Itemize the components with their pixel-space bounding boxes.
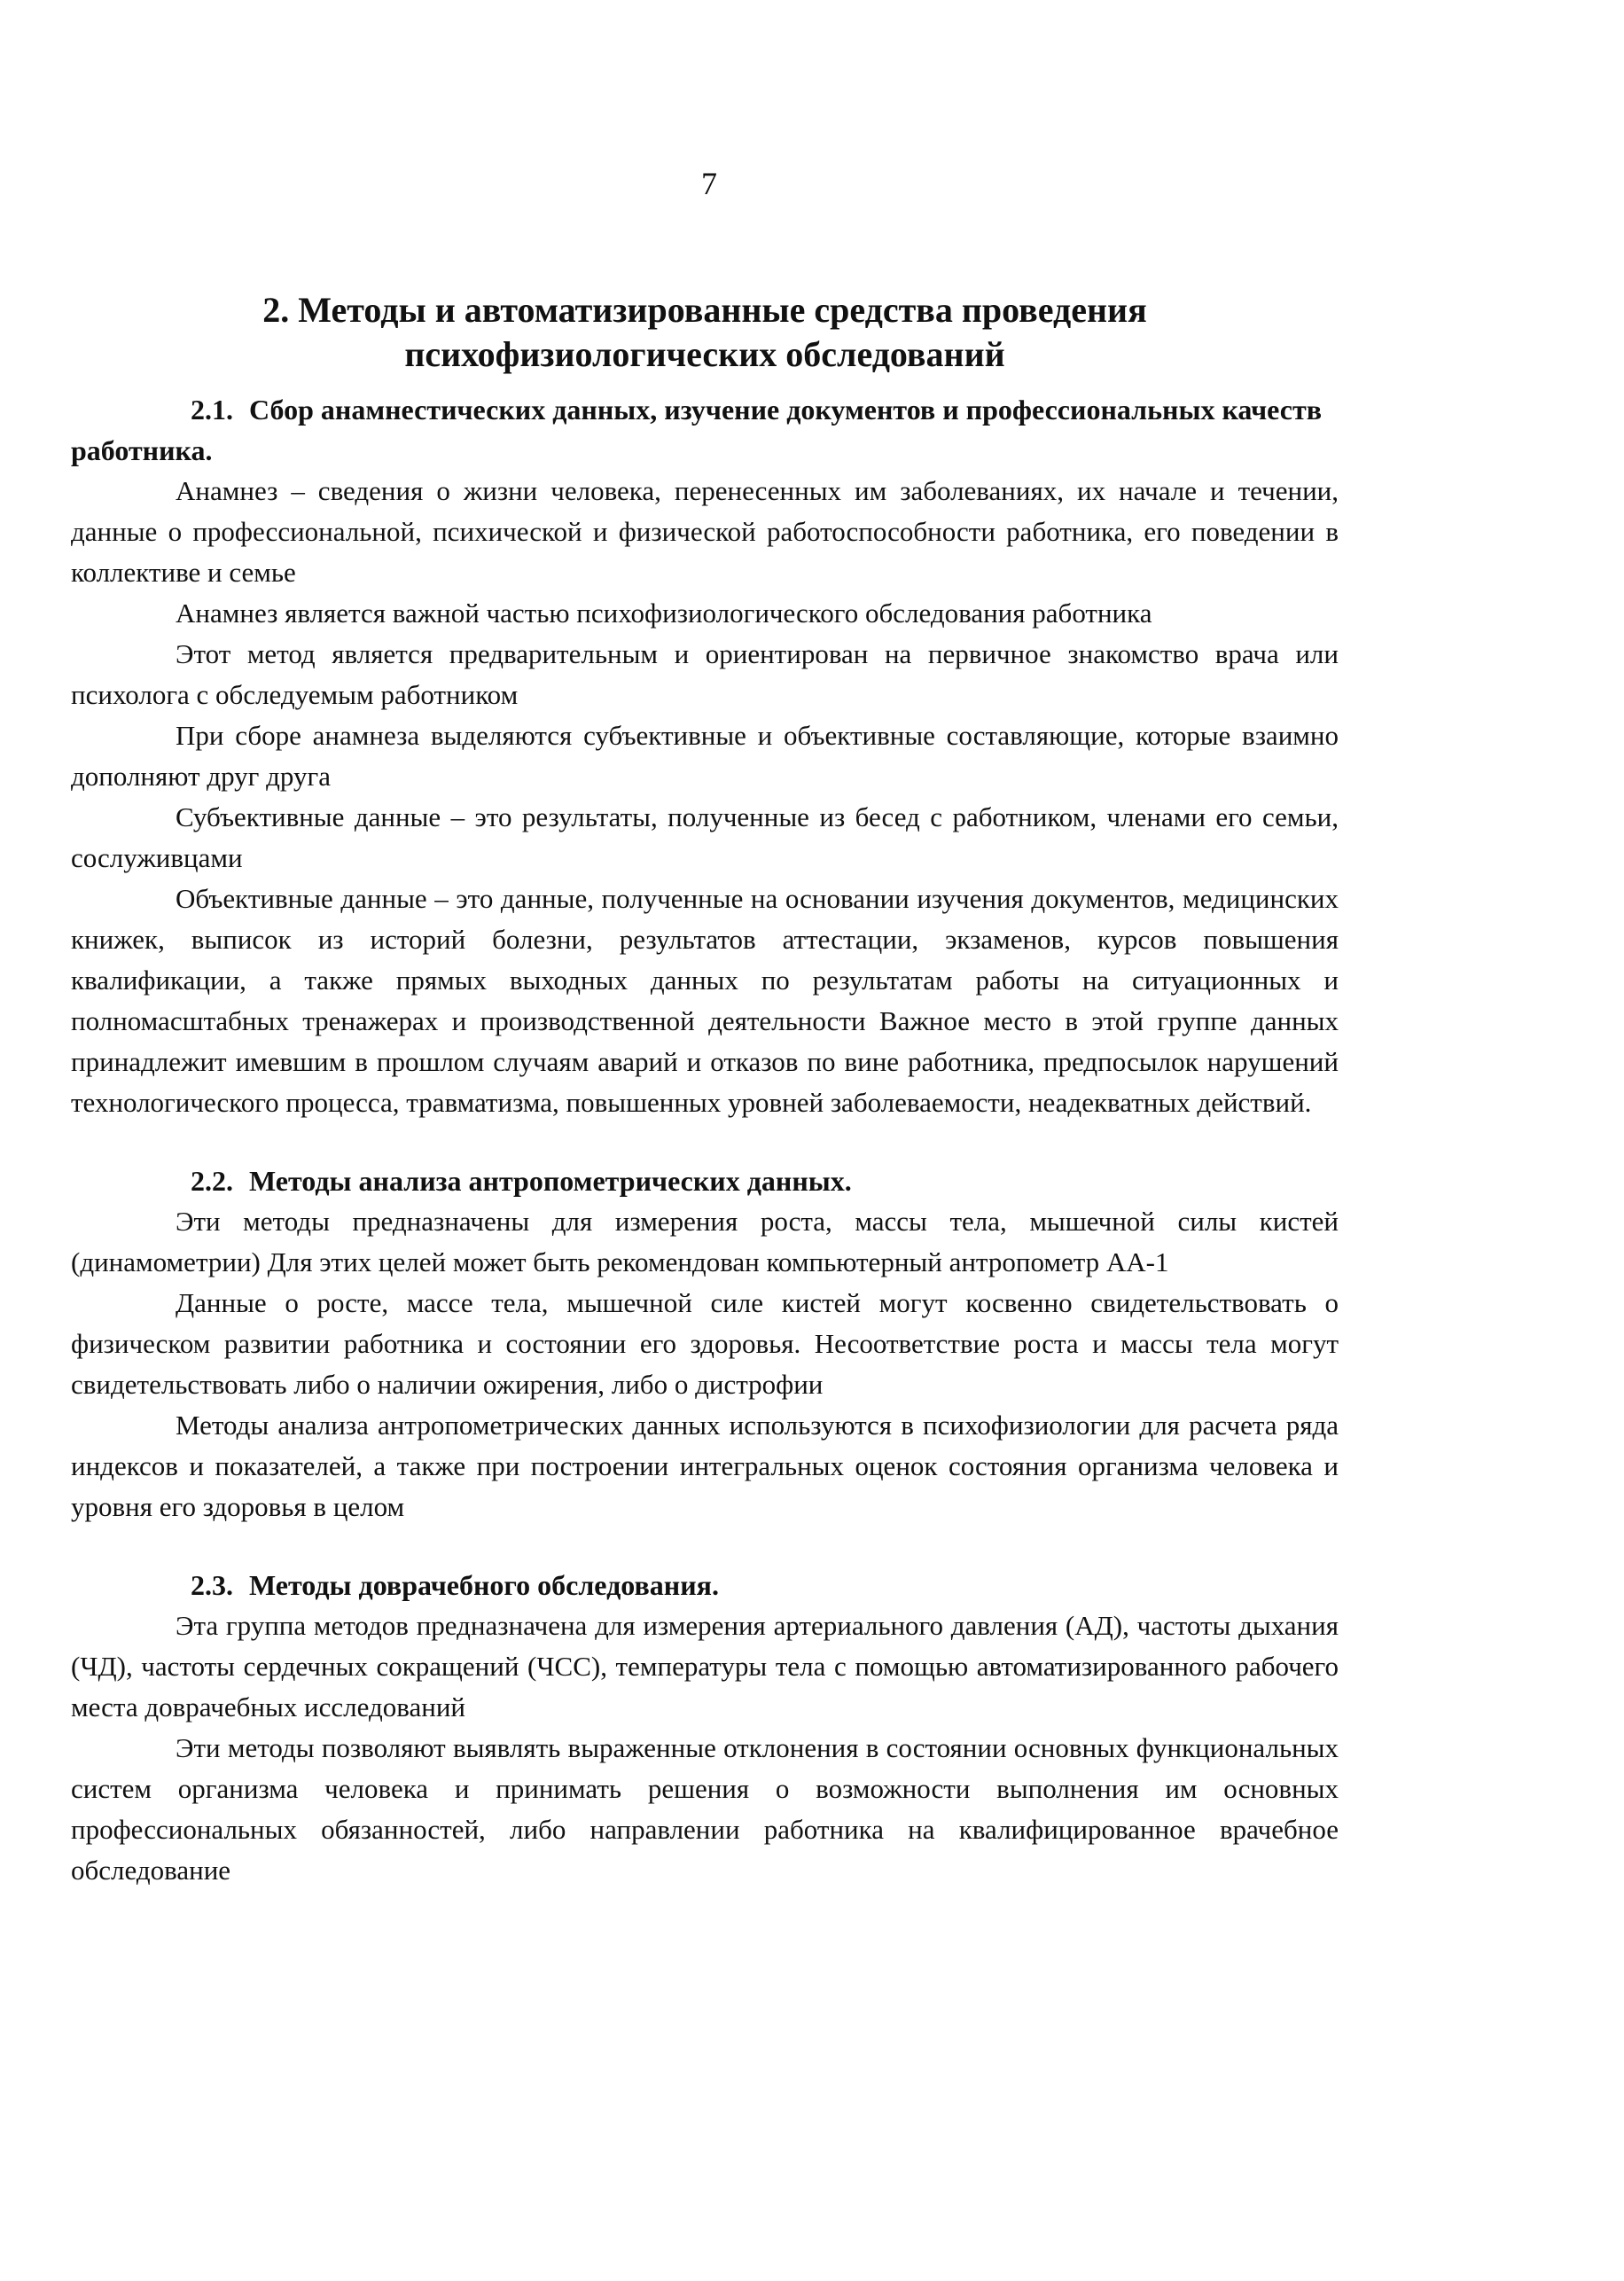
section-2-1 bbox=[71, 389, 1339, 1123]
paragraph: Эта группа методов предназначена для измерения артериального давления (АД), частоты дыхания (ЧД), частоты сердечных сокращений (ЧСС), температуры тела с помощью автоматизированного рабочего места доврачебных исследований bbox=[71, 1610, 1339, 1722]
section-title-text: Методы анализа антропометрических данных. bbox=[249, 1165, 852, 1197]
paragraph: Объективные данные – это данные, полученные на основании изучения документов, медицинских книжек, выписок из историй болезни, результатов аттестации, экзаменов, курсов повышения квалификации, а также прямых выходных данных по результатам работы на ситуационных и полномасштабных тренажерах и производственной деятельности Важное место в этой группе данных принадлежит имевшим в прошлом случаям аварий и отказов по вине работника, предпосылок нарушений технологического процесса, травматизма, повышенных уровней заболеваемости, неадекватных действий. bbox=[71, 883, 1339, 1118]
section-2-2 bbox=[71, 1160, 1339, 1527]
chapter-title-line-2: психофизиологических обследований bbox=[404, 334, 1005, 374]
paragraph: Методы анализа антропометрических данных используются в психофизиологии для расчета ряда индексов и показателей, а также при построении интегральных оценок состояния организма человека и уровня его здоровья в целом bbox=[71, 1410, 1339, 1522]
section-2-3 bbox=[71, 1565, 1339, 1891]
section-title-text: Сбор анамнестических данных, изучение документов и профессиональных качеств работника. bbox=[71, 394, 1322, 466]
section-heading bbox=[71, 1565, 1339, 1605]
paragraph: При сборе анамнеза выделяются субъективные и объективные составляющие, которые взаимно дополняют друг друга bbox=[71, 720, 1339, 792]
section-heading bbox=[71, 1160, 1339, 1201]
paragraph: Эти методы предназначены для измерения роста, массы тела, мышечной силы кистей (динамометрии) Для этих целей может быть рекомендован компьютерный антропометр АА-1 bbox=[71, 1206, 1339, 1277]
paragraph: Этот метод является предварительным и ориентирован на первичное знакомство врача или психолога с обследуемым работником bbox=[71, 638, 1339, 710]
paragraph: Субъективные данные – это результаты, полученные из бесед с работником, членами его семьи, сослуживцами bbox=[71, 801, 1339, 873]
section-number: 2.3. bbox=[191, 1569, 233, 1601]
paragraph: Анамнез – сведения о жизни человека, перенесенных им заболеваниях, их начале и течении, данные о профессиональной, психической и физической работоспособности работника, его поведении в коллективе и семье bbox=[71, 475, 1339, 588]
section-number: 2.1. bbox=[191, 394, 233, 426]
document-body bbox=[71, 288, 1339, 1891]
paragraph: Анамнез является важной частью психофизиологического обследования работника bbox=[176, 598, 1152, 629]
page-number: 7 bbox=[701, 166, 717, 201]
section-heading bbox=[71, 389, 1339, 471]
section-title-text: Методы доврачебного обследования. bbox=[249, 1569, 719, 1601]
chapter-title-line-1: 2. Методы и автоматизированные средства проведения bbox=[262, 290, 1147, 330]
section-number: 2.2. bbox=[191, 1165, 233, 1197]
chapter-title bbox=[71, 288, 1339, 377]
paragraph: Эти методы позволяют выявлять выраженные отклонения в состоянии основных функциональных систем организма человека и принимать решения о возможности выполнения им основных профессиональных обязанностей, либо направлении работника на квалифицированное врачебное обследование bbox=[71, 1732, 1339, 1886]
paragraph: Данные о росте, массе тела, мышечной силе кистей могут косвенно свидетельствовать о физическом развитии работника и состоянии его здоровья. Несоответствие роста и массы тела могут свидетельствовать либо о наличии ожирения, либо о дистрофии bbox=[71, 1287, 1339, 1400]
